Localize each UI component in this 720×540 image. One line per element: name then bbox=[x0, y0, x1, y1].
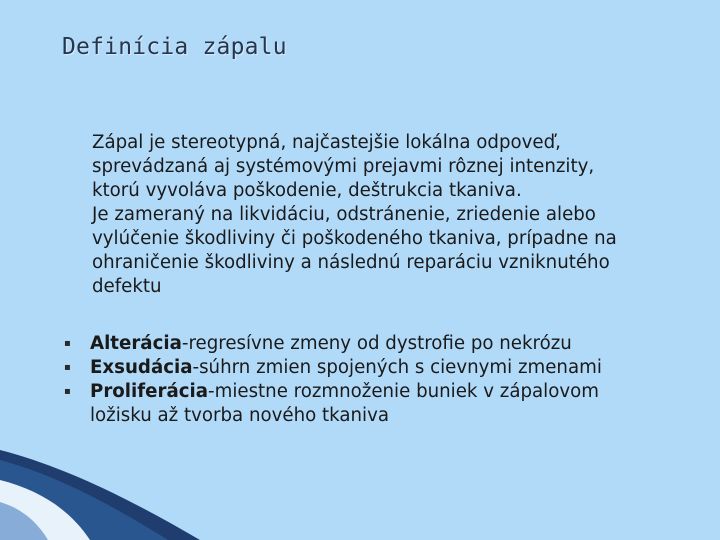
bullet-text: -regresívne zmeny od dystrofie po nekrózu bbox=[181, 333, 572, 354]
bullet-icon: ▪ bbox=[64, 386, 71, 397]
bullet-term: Alterácia bbox=[90, 333, 182, 354]
text-line: ohraničenie škodliviny a následnú reparáciu vzniknutého bbox=[92, 252, 610, 273]
bullet-term: Proliferácia bbox=[90, 381, 209, 402]
bullet-continuation: ložisku až tvorba nového tkaniva bbox=[90, 405, 390, 426]
text-line: sprevádzaná aj systémovými prejavmi rôznej intenzity, bbox=[92, 156, 595, 177]
slide-footer-decoration bbox=[0, 450, 720, 540]
slide-title: Definícia zápalu bbox=[62, 34, 287, 60]
bullet-icon: ▪ bbox=[64, 338, 71, 349]
bullet-list bbox=[62, 332, 682, 428]
bullet-term: Exsudácia bbox=[90, 357, 193, 378]
text-line: ktorú vyvoláva poškodenie, deštrukcia tkaniva. bbox=[92, 180, 522, 201]
text-line: vylúčenie škodliviny či poškodeného tkaniva, prípadne na bbox=[92, 228, 617, 249]
list-item bbox=[62, 380, 682, 428]
text-line: Zápal je stereotypná, najčastejšie lokálna odpoveď, bbox=[92, 132, 561, 153]
bullet-text: -súhrn zmien spojených s cievnymi zmenami bbox=[192, 357, 602, 378]
bullet-text: -miestne rozmnoženie buniek v zápalovom bbox=[208, 381, 599, 402]
text-line: defektu bbox=[92, 276, 162, 297]
text-line: Je zameraný na likvidáciu, odstránenie, zriedenie alebo bbox=[92, 204, 596, 225]
list-item bbox=[62, 356, 682, 380]
list-item bbox=[62, 332, 682, 356]
purpose-paragraph bbox=[92, 203, 682, 299]
bullet-icon: ▪ bbox=[64, 362, 71, 373]
definition-paragraph bbox=[92, 131, 682, 203]
